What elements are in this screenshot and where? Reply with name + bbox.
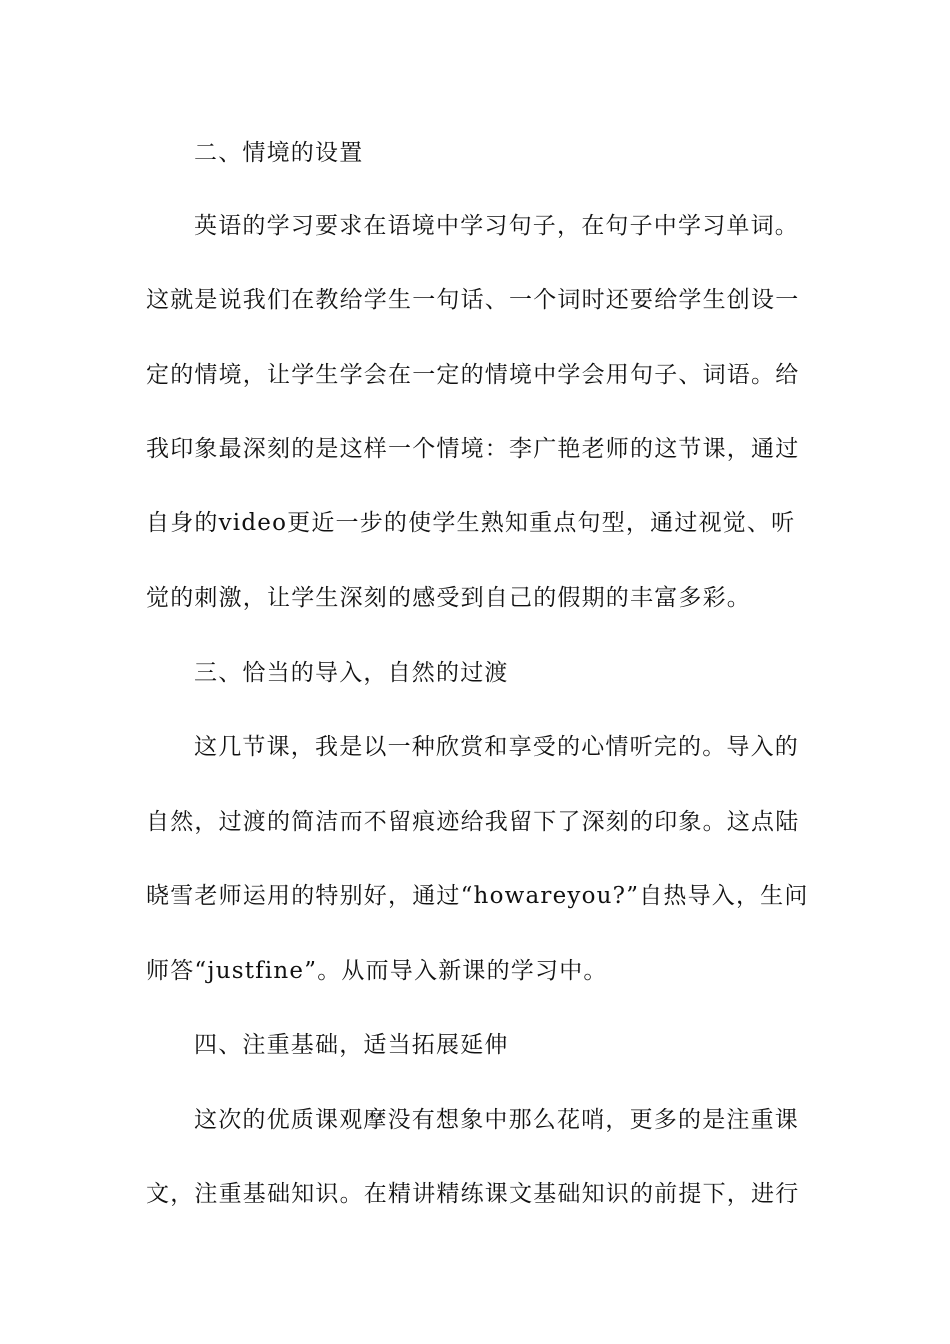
paragraph-line: 自身的video更近一步的使学生熟知重点句型，通过视觉、听 xyxy=(146,510,796,536)
paragraph-line: 英语的学习要求在语境中学习句子，在句子中学习单词。 xyxy=(194,213,799,239)
paragraph-line: 师答“justfine”。从而导入新课的学习中。 xyxy=(146,958,608,984)
section-heading-4: 四、注重基础，适当拓展延伸 xyxy=(194,1032,509,1058)
paragraph-line: 我印象最深刻的是这样一个情境：李广艳老师的这节课，通过 xyxy=(146,436,800,462)
paragraph-line: 晓雪老师运用的特别好，通过“howareyou?”自热导入，生问 xyxy=(146,883,809,909)
paragraph-line: 这几节课，我是以一种欣赏和享受的心情听完的。导入的 xyxy=(194,734,799,760)
paragraph-line: 自然，过渡的简洁而不留痕迹给我留下了深刻的印象。这点陆 xyxy=(146,809,800,835)
paragraph-line: 定的情境，让学生学会在一定的情境中学会用句子、词语。给 xyxy=(146,362,800,388)
section-heading-2: 二、情境的设置 xyxy=(194,140,364,166)
paragraph-line: 这就是说我们在教给学生一句话、一个词时还要给学生创设一 xyxy=(146,287,800,313)
section-heading-3: 三、恰当的导入，自然的过渡 xyxy=(194,660,509,686)
paragraph-line: 文，注重基础知识。在精讲精练课文基础知识的前提下，进行 xyxy=(146,1181,800,1207)
paragraph-line: 觉的刺激，让学生深刻的感受到自己的假期的丰富多彩。 xyxy=(146,585,751,611)
paragraph-line: 这次的优质课观摩没有想象中那么花哨，更多的是注重课 xyxy=(194,1107,799,1133)
